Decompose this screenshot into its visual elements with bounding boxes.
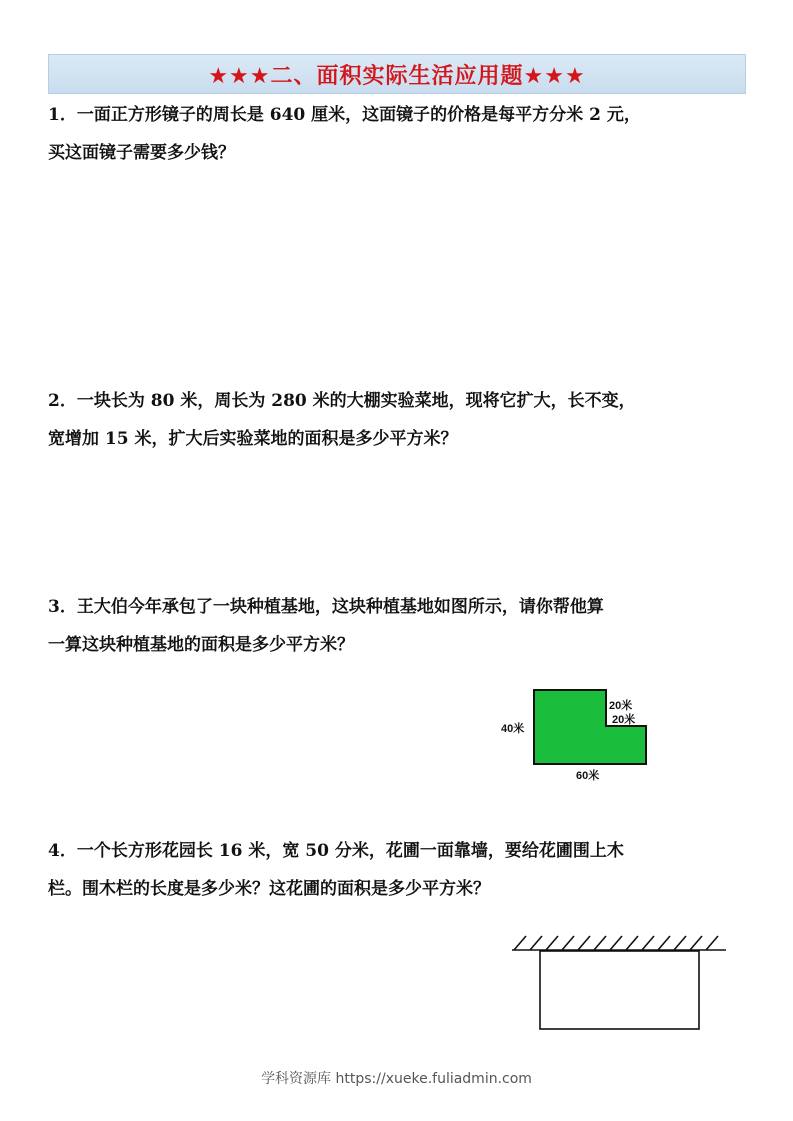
question-4-figure bbox=[508, 930, 730, 1034]
question-1-line-2: 买这面镜子需要多少钱？ bbox=[48, 143, 235, 163]
question-3-line-2: 一算这块种植基地的面积是多少平方米？ bbox=[48, 635, 354, 655]
question-3 bbox=[48, 588, 748, 664]
label-width-60: 60米 bbox=[576, 770, 600, 782]
question-4-line-2: 栏。围木栏的长度是多少米？这花圃的面积是多少平方米？ bbox=[48, 879, 490, 899]
section-banner bbox=[48, 54, 746, 94]
question-4-line-1: 4．一个长方形花园长 16 米，宽 50 分米，花圃一面靠墙，要给花圃围上木 bbox=[48, 841, 624, 861]
garden-wall-diagram bbox=[508, 930, 730, 1034]
label-height-40: 40米 bbox=[501, 723, 525, 735]
label-notch-top-20: 20米 bbox=[609, 700, 633, 712]
question-4 bbox=[48, 832, 748, 908]
section-title: ★★★二、面积实际生活应用题★★★ bbox=[208, 63, 586, 89]
question-1-line-1: 1．一面正方形镜子的周长是 640 厘米，这面镜子的价格是每平方分米 2 元， bbox=[48, 105, 641, 125]
wall-hatching bbox=[512, 936, 726, 950]
question-1 bbox=[48, 96, 748, 172]
question-2 bbox=[48, 382, 748, 458]
garden-rectangle bbox=[540, 951, 699, 1029]
label-notch-side-20: 20米 bbox=[612, 714, 636, 726]
question-3-line-1: 3．王大伯今年承包了一块种植基地，这块种植基地如图所示，请你帮他算 bbox=[48, 597, 604, 617]
question-2-line-1: 2．一块长为 80 米，周长为 280 米的大棚实验菜地，现将它扩大，长不变， bbox=[48, 391, 636, 411]
question-2-line-2: 宽增加 15 米，扩大后实验菜地的面积是多少平方米？ bbox=[48, 429, 458, 449]
footer-source: 学科资源库 https://xueke.fuliadmin.com bbox=[261, 1071, 532, 1087]
question-3-figure bbox=[500, 686, 660, 786]
